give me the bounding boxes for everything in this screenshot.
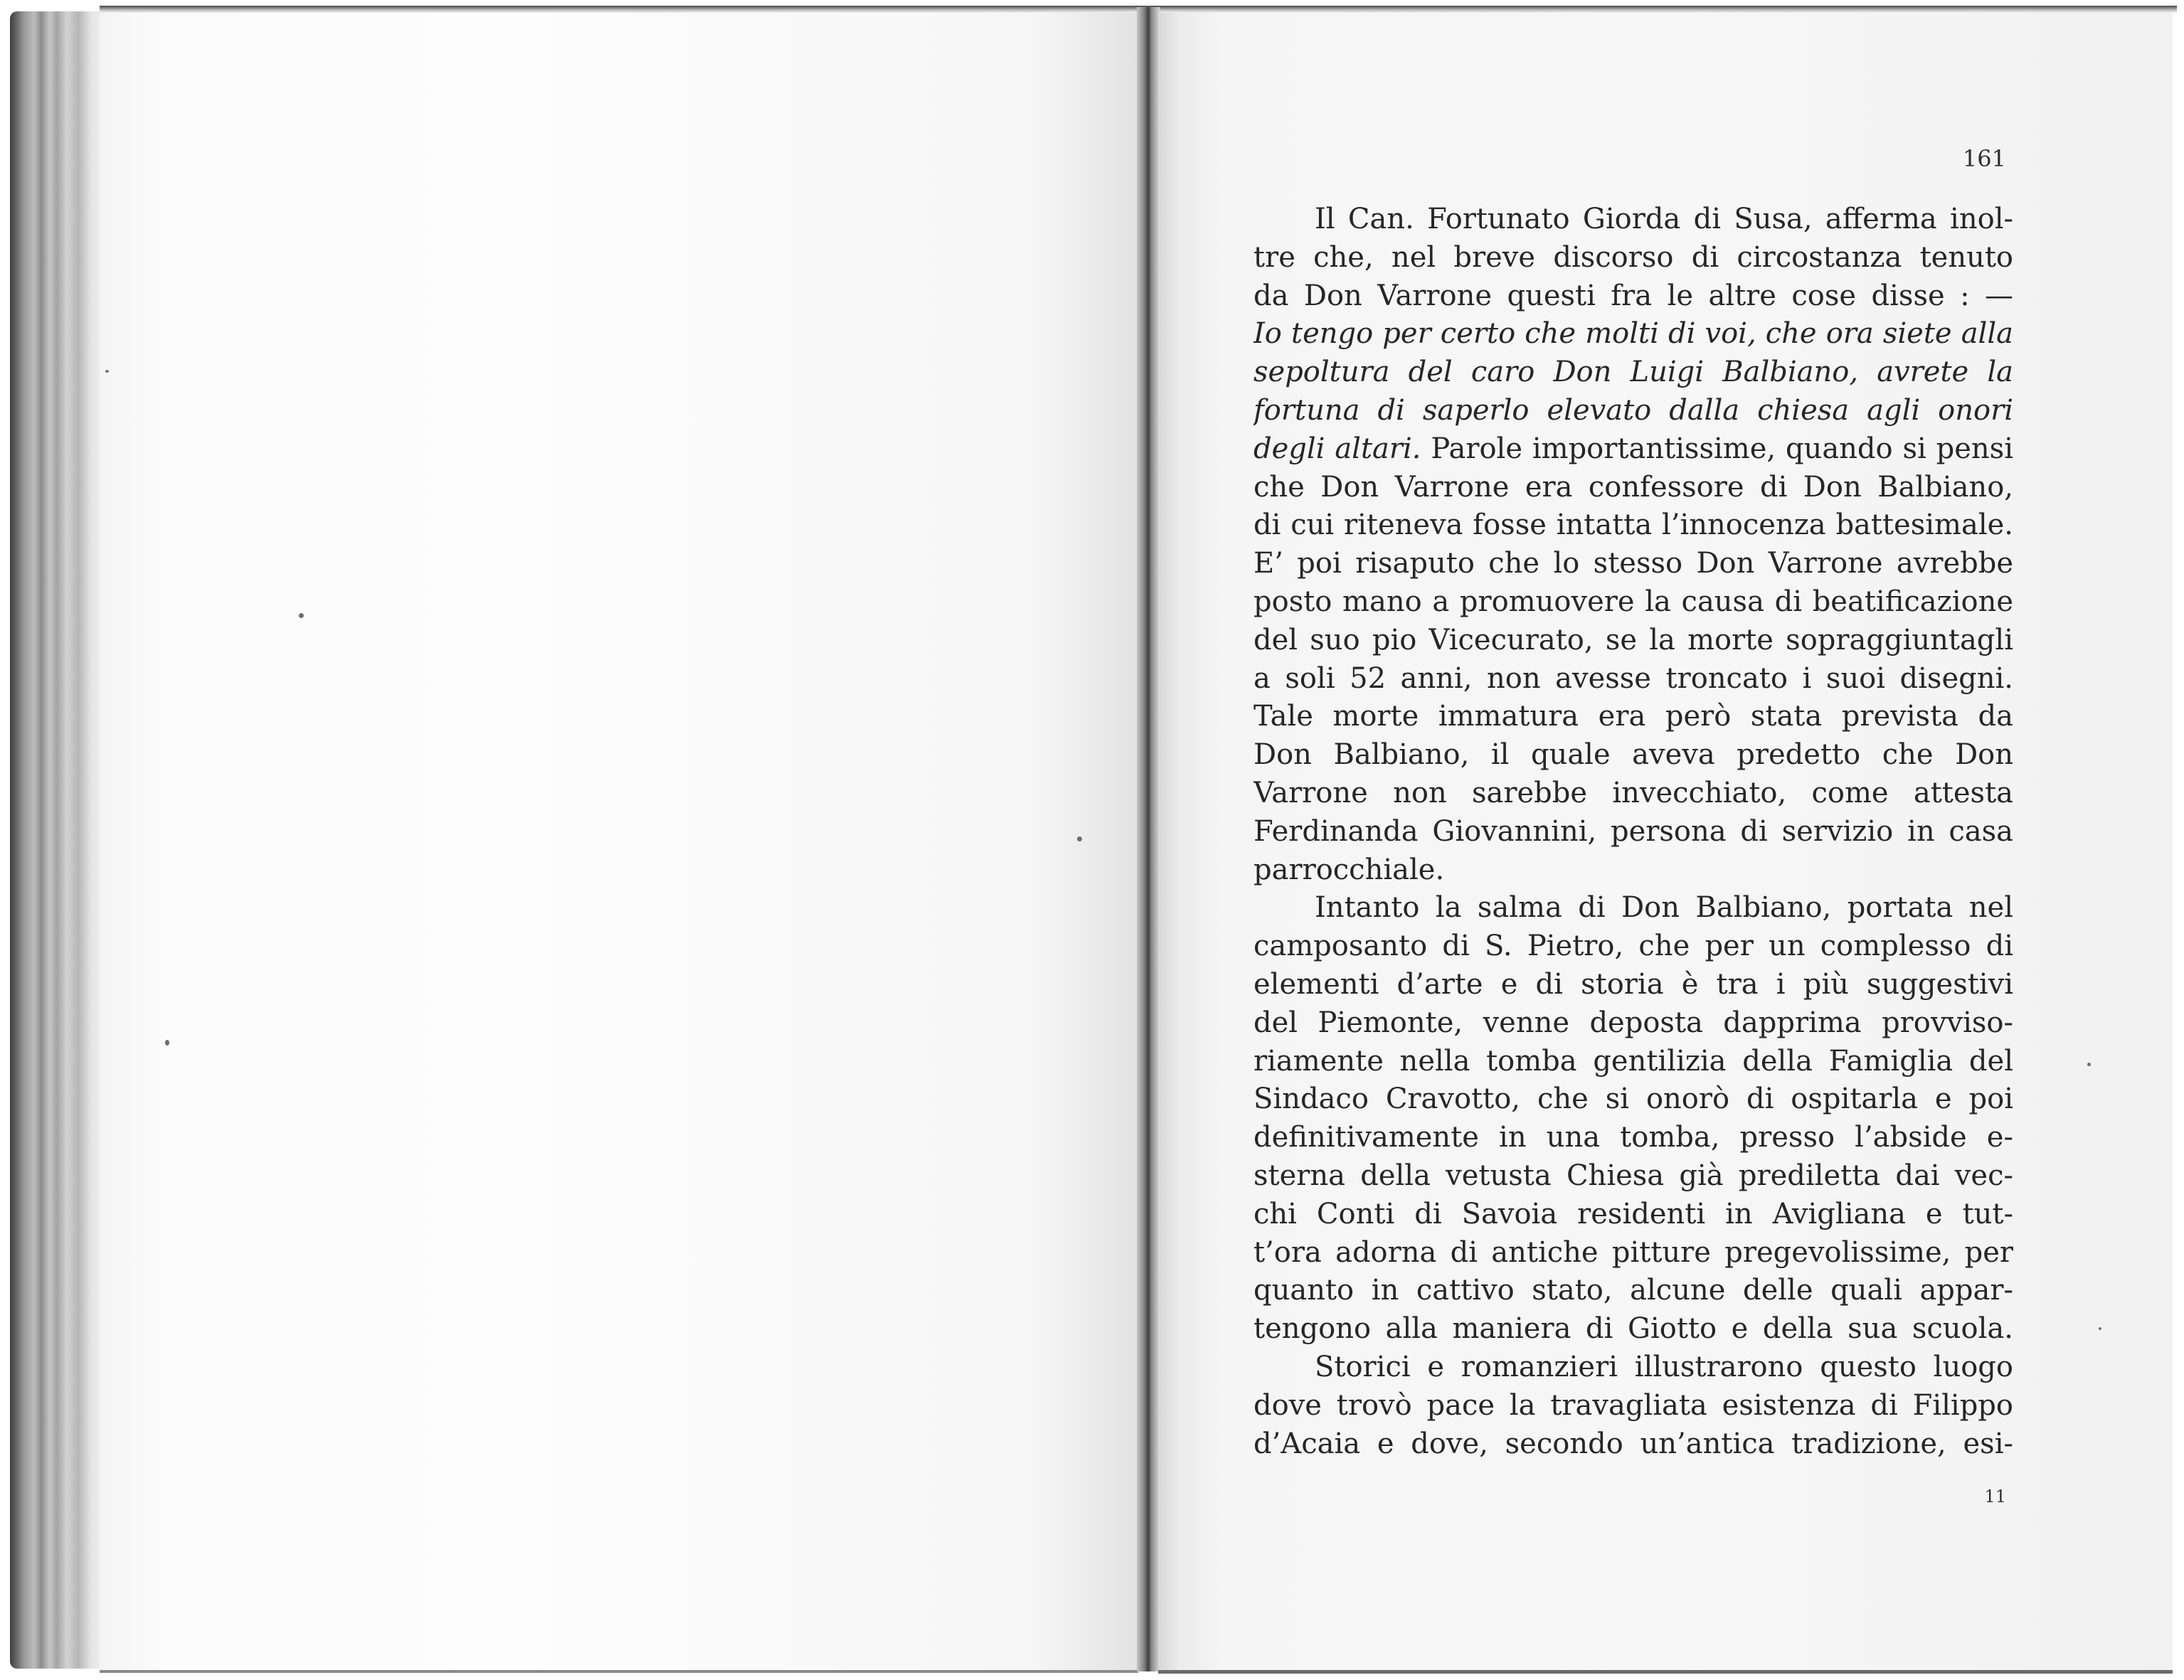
italic-text-segment: Io tengo per certo che molti di voi, che ora siete alla	[1253, 317, 2013, 351]
italic-text-segment: degli altari.	[1253, 432, 1421, 465]
text-segment: riamente nella tomba gentilizia della Famiglia del	[1253, 1044, 2013, 1078]
text-segment: di cui riteneva fosse intatta l’innocenza battesimale.	[1253, 509, 2013, 542]
text-line	[1253, 813, 2013, 851]
text-segment: Il Can. Fortunato Giorda di Susa, afferma inol-	[1315, 203, 2013, 235]
text-line	[1253, 1310, 2013, 1349]
text-segment: camposanto di S. Pietro, che per un complesso di	[1253, 930, 2013, 963]
italic-text-segment: fortuna di saperlo elevato dalla chiesa agli onori	[1253, 393, 2013, 427]
text-segment: parrocchiale.	[1253, 853, 1445, 886]
text-line	[1253, 1004, 2013, 1043]
text-line	[1253, 469, 2013, 507]
book-page-edges	[10, 11, 101, 1669]
text-line	[1253, 201, 2013, 239]
text-segment: E’ poi risaputo che lo stesso Don Varrone avrebbe	[1253, 547, 2013, 580]
text-segment: elementi d’arte e di storia è tra i più suggestivi	[1253, 967, 2013, 1001]
page-number: 161	[1962, 145, 2006, 172]
text-segment: sterna della vetusta Chiesa già prediletta dai vec-	[1253, 1159, 2013, 1192]
text-segment: Storici e romanzieri illustrarono questo luogo	[1315, 1350, 2013, 1383]
text-line	[1253, 239, 2013, 277]
text-line	[1253, 430, 2013, 469]
text-line	[1253, 545, 2013, 583]
text-line	[1253, 392, 2013, 430]
page-body-text	[1253, 201, 2013, 1463]
text-segment: Ferdinanda Giovannini, persona di servizio in casa	[1253, 814, 2013, 848]
text-line	[1253, 1349, 2013, 1387]
text-line	[1253, 1157, 2013, 1196]
left-blank-page	[100, 13, 1138, 1673]
text-segment: chi Conti di Savoia residenti in Avigliana e tut-	[1253, 1197, 2013, 1230]
signature-mark: 11	[1984, 1487, 2006, 1506]
text-line	[1253, 1425, 2013, 1464]
text-segment: tre che, nel breve discorso di circostanza tenuto	[1253, 240, 2013, 274]
text-line	[1253, 1043, 2013, 1081]
text-line	[1253, 506, 2013, 545]
text-segment: Parole importantissime, quando si pensi	[1421, 432, 2013, 465]
text-segment: tengono alla maniera di Giotto e della sua scuola.	[1253, 1312, 2013, 1346]
text-line	[1253, 889, 2013, 927]
italic-text-segment: sepoltura del caro Don Luigi Balbiano, avrete la	[1253, 356, 2013, 389]
text-line	[1253, 851, 2013, 890]
text-segment: Varrone non sarebbe invecchiato, come attesta	[1253, 776, 2013, 809]
text-segment: posto mano a promuovere la causa di beatificazione	[1253, 585, 2013, 618]
text-line	[1253, 1080, 2013, 1119]
text-line	[1253, 583, 2013, 622]
text-line	[1253, 736, 2013, 775]
text-segment: quanto in cattivo stato, alcune delle quali appar-	[1253, 1274, 2013, 1307]
book-gutter	[1137, 7, 1160, 1671]
paper-speck	[165, 1040, 169, 1046]
text-line	[1253, 315, 2013, 353]
text-segment: definitivamente in una tomba, presso l’abside e-	[1253, 1121, 2013, 1154]
text-segment: Don Balbiano, il quale aveva predetto che Don	[1253, 738, 2013, 772]
text-segment: che Don Varrone era confessore di Don Balbiano,	[1253, 470, 2013, 504]
text-segment: Intanto la salma di Don Balbiano, portata nel	[1315, 891, 2013, 925]
paper-speck	[1077, 836, 1082, 841]
text-segment: dove trovò pace la travagliata esistenza di Filippo	[1253, 1388, 2013, 1422]
paper-speck	[299, 613, 304, 618]
text-line	[1253, 353, 2013, 392]
text-line	[1253, 1234, 2013, 1272]
text-line	[1253, 1387, 2013, 1425]
text-line	[1253, 622, 2013, 660]
text-line	[1253, 966, 2013, 1004]
text-line	[1253, 660, 2013, 698]
text-line	[1253, 698, 2013, 736]
paper-speck	[2099, 1327, 2101, 1330]
text-line	[1253, 1119, 2013, 1157]
text-segment: a soli 52 anni, non avesse troncato i suoi disegni.	[1253, 661, 2013, 695]
text-line	[1253, 277, 2013, 316]
text-segment: Sindaco Cravotto, che si onorò di ospitarla e poi	[1253, 1083, 2013, 1116]
text-segment: d’Acaia e dove, secondo un’antica tradizione, esi-	[1253, 1427, 2013, 1460]
text-segment: del suo pio Vicecurato, se la morte sopraggiuntagli	[1253, 623, 2013, 656]
paper-speck	[105, 370, 109, 373]
text-line	[1253, 1272, 2013, 1310]
text-line	[1253, 927, 2013, 966]
text-segment: t’ora adorna di antiche pitture pregevolissime, per	[1253, 1235, 2013, 1269]
text-segment: da Don Varrone questi fra le altre cose disse : —	[1253, 279, 2013, 312]
text-line	[1253, 775, 2013, 813]
text-segment: Tale morte immatura era però stata prevista da	[1253, 700, 2013, 733]
paper-speck	[2087, 1063, 2091, 1066]
text-segment: del Piemonte, venne deposta dapprima provviso-	[1253, 1006, 2013, 1039]
text-line	[1253, 1196, 2013, 1234]
